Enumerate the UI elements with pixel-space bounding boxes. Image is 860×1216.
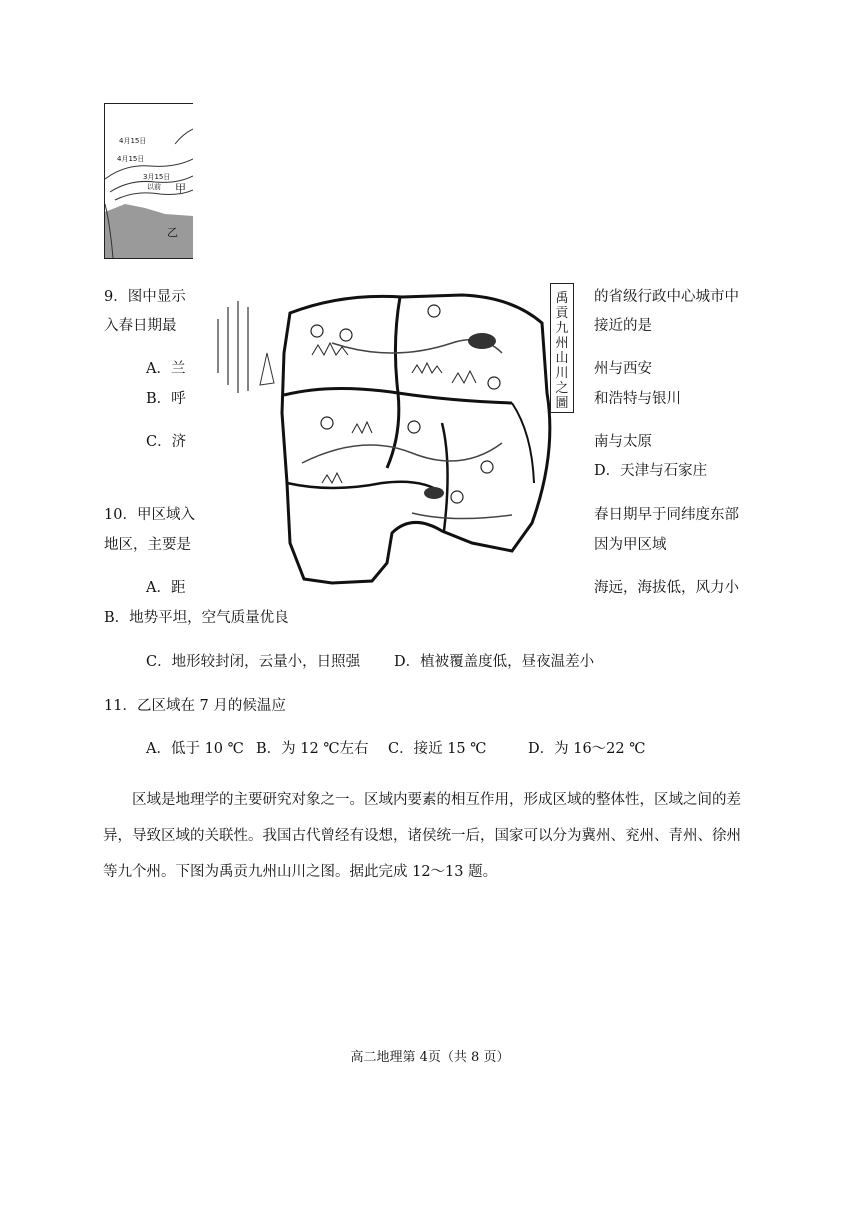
q11-option-b[interactable]: B．为 12 ℃左右 [256, 741, 369, 757]
label-apr15-b: 4月15日 [117, 155, 145, 163]
map-title-char: 九 [555, 321, 569, 336]
map-title-char: 川 [555, 366, 569, 381]
page-footer: 高二地理第 4页（共 8 页） [350, 1050, 510, 1065]
q9-stem-part2: 的省级行政中心城市中 [594, 289, 739, 305]
q10-stem-a: 10．甲区域入 [104, 507, 195, 523]
map-title-char: 禹 [555, 291, 569, 306]
q10-option-c[interactable]: C．地形较封闭，云量小，日照强 [146, 654, 361, 670]
label-mar15: 3月15日 [143, 173, 171, 181]
q11-option-a[interactable]: A．低于 10 ℃ [146, 741, 244, 757]
q10-stem-b: 春日期早于同纬度东部 [594, 507, 739, 523]
yugong-map [212, 283, 570, 585]
label-jia: 甲 [175, 182, 186, 195]
q9-option-b-start[interactable]: B．呼 [146, 391, 186, 407]
q9-stem-line2-a: 入春日期最 [104, 318, 177, 334]
q9-stem-line2-b: 接近的是 [594, 318, 652, 334]
q9-option-c-start[interactable]: C．济 [146, 434, 187, 450]
shaded-region [105, 204, 193, 258]
q9-stem-part1: 9．图中显示 [104, 289, 186, 305]
q11-stem: 11．乙区域在 7 月的候温应 [104, 698, 286, 714]
label-before: 以前 [147, 183, 161, 191]
map-title-char: 山 [555, 351, 569, 366]
inset-map [104, 103, 193, 259]
q10-option-b[interactable]: B．地势平坦，空气质量优良 [104, 610, 289, 626]
q9-option-a-start[interactable]: A．兰 [146, 361, 186, 377]
q9-option-d[interactable]: D．天津与石家庄 [594, 463, 708, 479]
q10-stem-line2-a: 地区，主要是 [104, 537, 191, 553]
label-apr15-a: 4月15日 [119, 137, 147, 145]
map-title-char: 貢 [555, 306, 569, 321]
yugong-map-graphic [212, 283, 570, 585]
map-title-char: 圖 [555, 396, 569, 411]
map-title-char: 州 [555, 336, 569, 351]
q9-option-c-end: 南与太原 [594, 434, 652, 450]
q10-option-a-end: 海远，海拔低，风力小 [594, 580, 739, 596]
q9-option-a-end: 州与西安 [594, 361, 652, 377]
q10-stem-line2-b: 因为甲区域 [594, 537, 667, 553]
label-yi: 乙 [167, 226, 178, 239]
map-title-char: 之 [555, 381, 569, 396]
map-title [550, 283, 574, 413]
q10-option-a-start[interactable]: A．距 [146, 580, 186, 596]
q9-option-b-end: 和浩特与银川 [594, 391, 681, 407]
q11-option-d[interactable]: D．为 16～22 ℃ [528, 741, 646, 757]
q10-option-d[interactable]: D．植被覆盖度低，昼夜温差小 [394, 654, 595, 670]
boundary-line [175, 129, 193, 144]
q11-option-c[interactable]: C．接近 15 ℃ [388, 741, 487, 757]
passage-text: 区域是地理学的主要研究对象之一。区域内要素的相互作用，形成区域的整体性，区域之间的差异，导致区域的关联性。我国古代曾经有设想，诸侯统一后，国家可以分为冀州、兖州、青州、徐州等九个州。下图为禹贡九州山川之图。据此完成 12～13 题。 [103, 792, 741, 880]
